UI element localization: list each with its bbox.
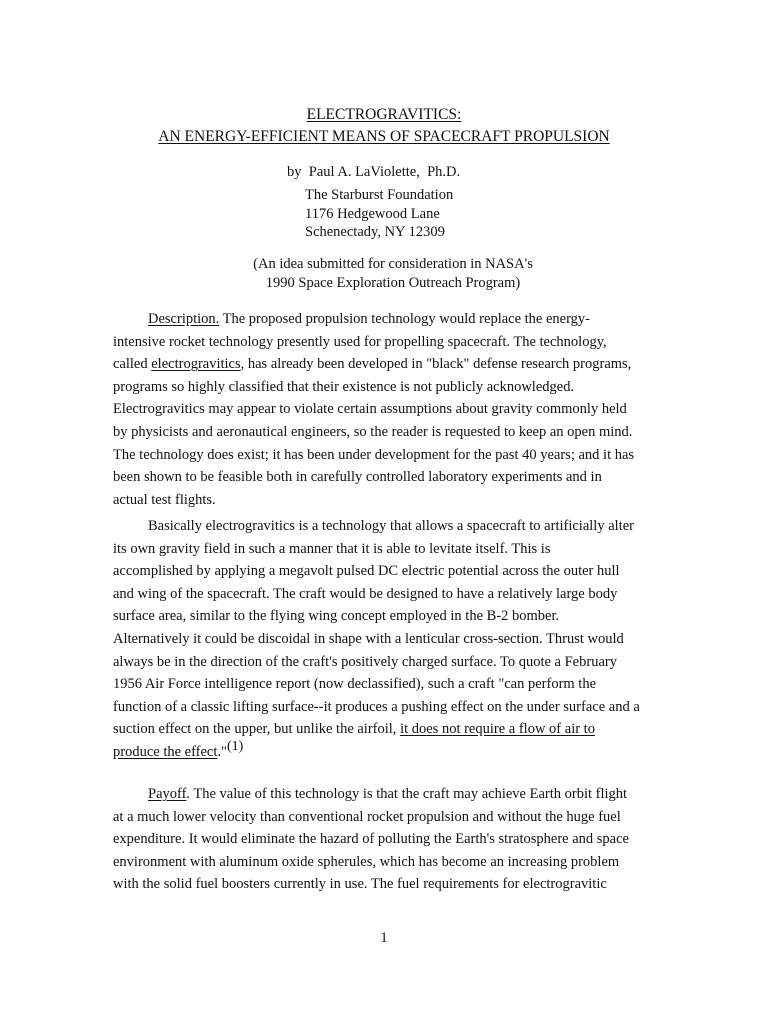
text-run: suction effect on the upper, but unlike the airfoil, (113, 721, 401, 738)
paragraph-line: programs so highly classified that their existence is not publicly acknowledged. (113, 378, 575, 395)
note-line-1: (An idea submitted for consideration in NASA's (253, 256, 533, 272)
document-title (0, 104, 768, 148)
section-heading-payoff: Payoff (148, 786, 187, 802)
paragraph-line: surface area, similar to the flying wing concept employed in the B-2 bomber. (113, 608, 560, 625)
paragraph-line: environment with aluminum oxide spherules, which has become an increasing problem (113, 853, 620, 870)
paragraph-line (113, 718, 673, 741)
paragraph-line: intensive rocket technology presently used for propelling spacecraft. The technology, (113, 333, 607, 350)
title-line-1: ELECTROGRAVITICS: (306, 106, 462, 123)
text-run: called (113, 356, 152, 373)
paragraph-line (113, 353, 673, 376)
text-run: The proposed propulsion technology would replace the energy- (219, 311, 591, 327)
paragraph-line (113, 308, 673, 331)
paragraph-line: by physicists and aeronautical engineers, so the reader is requested to keep an open mind. (113, 423, 633, 440)
paragraph-line: at a much lower velocity than conventional rocket propulsion and without the huge fuel (113, 808, 621, 825)
note-line-2: 1990 Space Exploration Outreach Program) (265, 275, 521, 291)
address-line-street: 1176 Hedgewood Lane (305, 205, 440, 222)
section-heading-description: Description. (148, 311, 220, 327)
paragraph-line: been shown to be feasible both in carefully controlled laboratory experiments and in (113, 469, 602, 486)
paragraph-line: actual test flights. (113, 491, 216, 508)
paragraph-line: with the solid fuel boosters currently in use. The fuel requirements for electrogravitic (113, 876, 607, 893)
paragraph-line: Basically electrogravitics is a technology that allows a spacecraft to artificially alter (148, 518, 634, 534)
paragraph-line: 1956 Air Force intelligence report (now declassified), such a craft "can perform the (113, 676, 597, 693)
text-run: , has already been developed in "black" defense research programs, (240, 356, 632, 373)
paragraph-payoff (113, 783, 673, 896)
paragraph-line: function of a classic lifting surface--it produces a pushing effect on the under surface and a (113, 698, 640, 715)
paragraph-line (113, 738, 673, 764)
text-run: ." (217, 743, 227, 760)
paragraph-description (113, 308, 673, 511)
author-address (305, 186, 453, 242)
paragraph-line (113, 783, 673, 806)
term-electrogravitics: electrogravitics (151, 356, 241, 373)
paragraph-line: accomplished by applying a megavolt pulsed DC electric potential across the outer hull (113, 563, 620, 580)
address-line-organization: The Starburst Foundation (305, 187, 454, 203)
paragraph-line: its own gravity field in such a manner that it is able to levitate itself. This is (113, 540, 551, 557)
paragraph-line: Electrogravitics may appear to violate certain assumptions about gravity commonly held (113, 401, 627, 418)
submission-note (0, 255, 768, 293)
paragraph-line: and wing of the spacecraft. The craft would be designed to have a relatively large body (113, 585, 618, 602)
footnote-reference: (1) (226, 738, 244, 754)
paragraph-line: The technology does exist; it has been under development for the past 40 years; and it has (113, 446, 635, 463)
quote-emphasis: it does not require a flow of air to (400, 721, 595, 738)
author-byline: by Paul A. LaViolette, Ph.D. (287, 164, 461, 180)
paragraph-basically (113, 515, 673, 764)
title-line-2: AN ENERGY-EFFICIENT MEANS OF SPACECRAFT PROPULSION (158, 128, 610, 145)
quote-emphasis: produce the effect (113, 743, 218, 760)
paragraph-line: expenditure. It would eliminate the hazard of polluting the Earth's stratosphere and space (113, 831, 629, 848)
paragraph-line: Alternatively it could be discoidal in shape with a lenticular cross-section. Thrust would (113, 630, 624, 647)
page-number: 1 (380, 930, 388, 946)
paragraph-line: always be in the direction of the craft's positively charged surface. To quote a February (113, 653, 617, 670)
address-line-city: Schenectady, NY 12309 (305, 224, 445, 240)
text-run: . The value of this technology is that the craft may achieve Earth orbit flight (186, 786, 628, 802)
